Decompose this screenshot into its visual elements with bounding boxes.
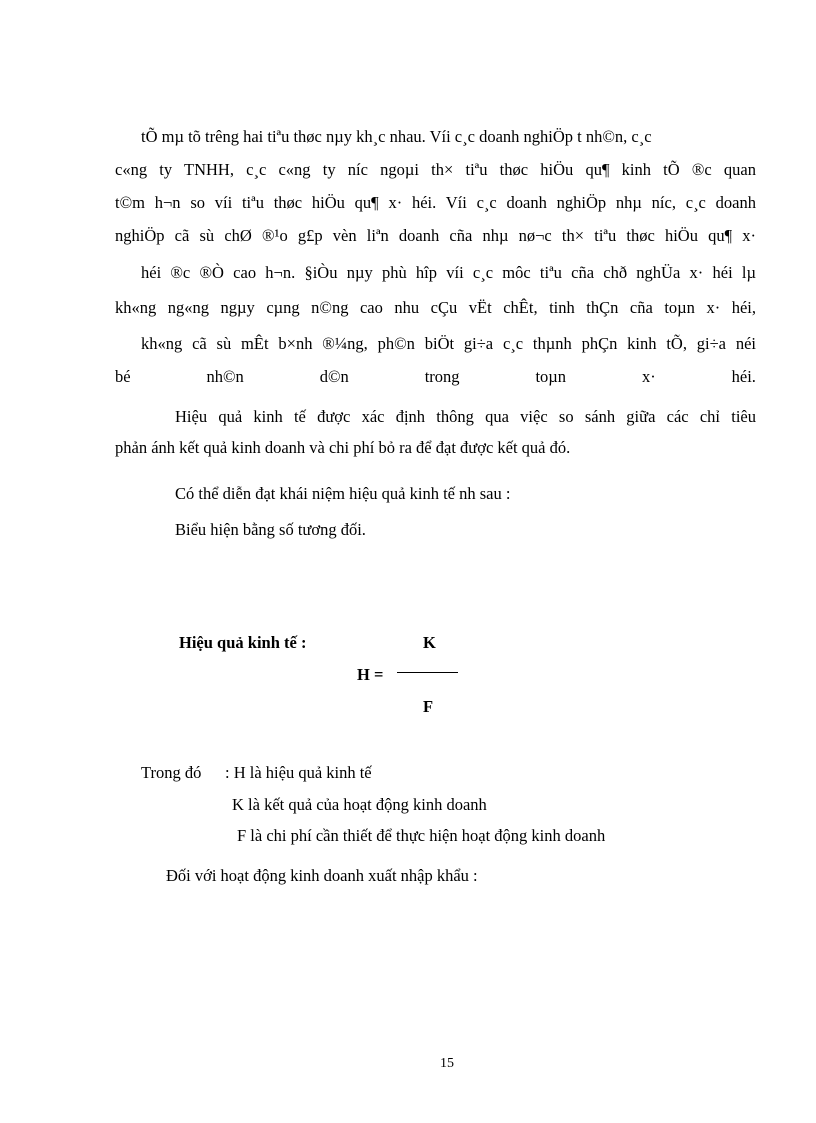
- paragraph3: Có thể diễn đạt khái niệm hiệu quả kinh tế nh sau :: [175, 484, 511, 503]
- formula-numerator: K: [423, 633, 436, 652]
- paragraph1-line-8: [115, 367, 756, 387]
- paragraph1-line-5: héi ®c ®Ò cao h¬n. §iÒu nµy phù hîp víi c¸c môc tiªu cña chð nghÜa x· héi lµ: [141, 263, 756, 282]
- paragraph1-line-2: c«ng ty TNHH, c¸c c«ng ty níc ngoµi th× tiªu thøc hiÖu qu¶ kinh tÕ ®c quan: [115, 160, 756, 179]
- formula-label: Hiệu quả kinh tế :: [179, 633, 307, 652]
- paragraph2-line-1: Hiệu quả kinh tế được xác định thông qua việc so sánh giữa các chỉ tiêu: [175, 407, 756, 426]
- word: trong: [424, 367, 460, 386]
- word: héi.: [731, 367, 756, 386]
- word: toµn: [535, 367, 567, 386]
- legend-item-f: F là chi phí cần thiết để thực hiện hoạt động kinh doanh: [237, 826, 606, 845]
- paragraph1-line-3: t©m h¬n so víi tiªu thøc hiÖu qu¶ x· héi. Víi c¸c doanh nghiÖp nhµ níc, c¸c doanh: [115, 193, 756, 212]
- text-segment: tÕ mµ tõ trêng hai tiªu thøc nµy kh¸c nhau. Víi c¸c doanh nghiÖp t nh©n, c¸c: [141, 127, 652, 146]
- word: nh©n: [206, 367, 244, 386]
- paragraph1-line-6: kh«ng ng«ng ngµy cµng n©ng cao nhu cÇu vËt chÊt, tinh thÇn cña toµn x· héi,: [115, 298, 756, 317]
- fraction-bar: [397, 672, 458, 673]
- word: d©n: [319, 367, 349, 386]
- paragraph4: Biểu hiện bằng số tương đối.: [175, 520, 366, 539]
- legend-intro: Trong đó: [141, 763, 202, 782]
- formula-denominator: F: [423, 697, 434, 716]
- legend-item-k: K là kết quả của hoạt động kinh doanh: [232, 795, 487, 814]
- paragraph2-line-2: phản ánh kết quả kinh doanh và chi phí bỏ ra để đạt được kết quả đó.: [115, 438, 571, 457]
- page-number: 15: [440, 1056, 454, 1071]
- closing-line: Đối với hoạt động kinh doanh xuất nhập khẩu :: [166, 866, 478, 885]
- paragraph1-line-7: kh«ng cã sù mÊt b×nh ®¼ng, ph©n biÖt gi÷a c¸c thµnh phÇn kinh tÕ, gi÷a néi: [141, 334, 756, 353]
- word: bé: [115, 367, 131, 386]
- legend-item-h: : H là hiệu quả kinh tế: [225, 763, 372, 782]
- formula-lhs: H =: [357, 665, 384, 684]
- paragraph1-line-4: nghiÖp cã sù chØ ®¹o g£p vèn liªn doanh cña nhµ nø¬c th× tiªu thøc hiÖu qu¶ x·: [115, 226, 756, 245]
- word: x·: [641, 367, 656, 386]
- paragraph1-line-1: [141, 127, 756, 147]
